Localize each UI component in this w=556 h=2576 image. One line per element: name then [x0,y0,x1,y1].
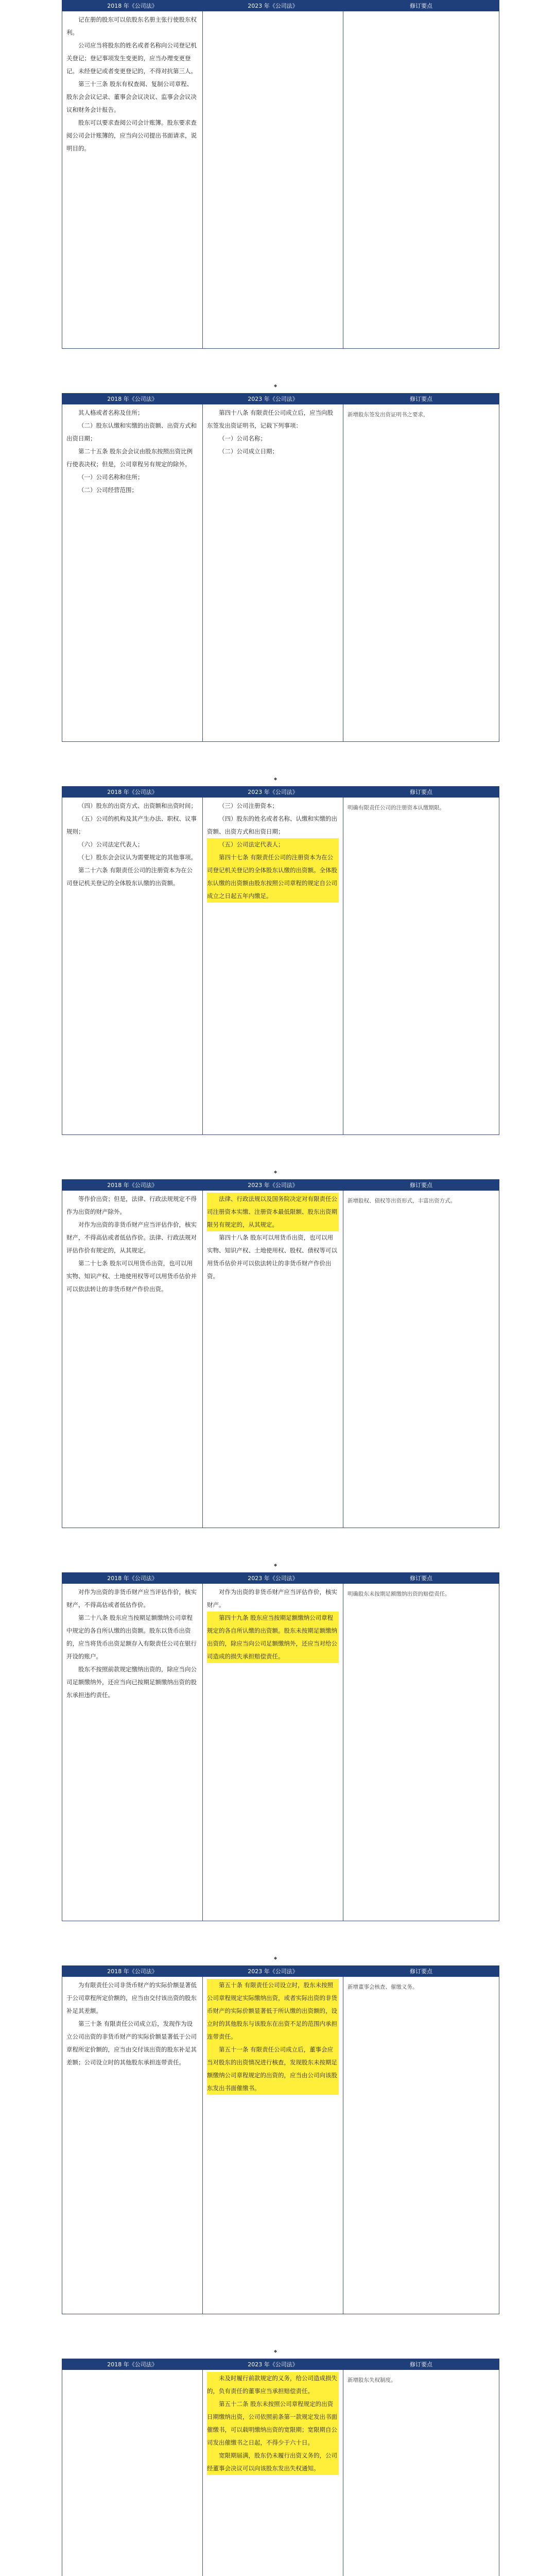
paragraph: 其人格或者名称及住所； [78,409,144,416]
paragraph: 股东不按照前款规定缴纳出资的，除应当向公司足额缴纳外，还应当向已按期足额缴纳出资的股东承担违约责任。 [66,1666,197,1699]
cell-2018-text [62,2370,203,2576]
header-col-2018: 2018 年《公司法》 [62,1966,203,1977]
paragraph: （二）公司经营范围； [78,486,137,494]
paragraph: 第三十条 有限责任公司成立后，发现作为设立公司出资的非货币财产的实际价额显著低于公司章程所定价额的，应当由交付该出资的股东补足其差额；公司设立时的其他股东承担连带责任。 [66,2020,197,2066]
table-row [62,404,499,742]
paragraph: 对作为出资的非货币财产应当评估作价，核实财产，不得高估或者低估作价。 [66,1588,197,1608]
cell-revision-note: 明确有限责任公司的注册资本认缴期限。 [343,798,499,1135]
comparison-table-sheet [62,786,494,1167]
comparison-table [62,1965,499,2314]
header-col-notes: 修订要点 [343,787,499,798]
table-row [62,11,499,349]
paragraph: 第四十九条 股东应当按期足额缴纳公司章程规定的各自所认缴的出资额。股东未按期足额缴纳出资的，除应当向公司足额缴纳外，还应当对给公司造成的损失承担赔偿责任。 [207,1612,339,1663]
page-separator-icon: ◆ [274,383,277,388]
paragraph: 股东可以要求查阅公司会计账簿。股东要求查阅公司会计账簿的，应当向公司提出书面请求，说明目的。 [66,119,197,152]
header-col-notes: 修订要点 [343,1966,499,1977]
comparison-table-sheet [62,393,494,774]
document-page [0,786,556,1178]
paragraph: 第四十八条 股东可以用货币出资，也可以用实物、知识产权、土地使用权、股权、债权等可以用货币估价并可以依法转让的非货币财产作价出资。 [207,1234,337,1280]
comparison-table [62,2359,499,2576]
document-page [0,0,556,392]
cell-2023-text [203,404,343,742]
comparison-table-sheet [62,1179,494,1561]
cell-2023-text [203,11,343,349]
paragraph: 第三十三条 股东有权查阅、复制公司章程、股东会会议记录、董事会会议决议、监事会会议决议和财务会计报告。 [66,80,197,113]
paragraph: （六）公司法定代表人； [78,841,144,848]
paragraph: 第二十八条 股东应当按期足额缴纳公司章程中规定的各自所认缴的出资额。股东以货币出资的，应当将货币出资足额存入有限责任公司在银行开设的账户。 [66,1614,197,1660]
page-separator-icon: ◆ [274,2349,277,2353]
paragraph: （一）公司名称； [219,435,266,442]
paragraph: 第二十七条 股东可以用货币出资，也可以用实物、知识产权、土地使用权等可以用货币估价并可以依法转让的非货币财产作价出资。 [66,1260,197,1293]
paragraph: 为有限责任公司非货币财产的实际价额显著低于公司章程所定价额的，应当由交付该出资的股东补足其差额。 [66,1981,197,2014]
paragraph: （二）股东认缴和实缴的出资额、出资方式和出资日期； [66,422,197,442]
cell-2023-text [203,798,343,1135]
paragraph: （一）公司名称和住所； [78,473,144,481]
cell-2018-text [62,1584,203,1921]
table-row [62,1191,499,1528]
paragraph: 第二十五条 股东会会议由股东按照出资比例行使表决权；但是，公司章程另有规定的除外。 [66,448,193,468]
paragraph: （二）公司成立日期； [219,448,278,455]
cell-2018-text [62,1191,203,1528]
cell-2023-text [203,1191,343,1528]
comparison-table-sheet [62,1572,494,1954]
document-page [0,2359,556,2576]
paragraph: （四）股东的出资方式、出资额和出资时间； [78,802,197,809]
paragraph: 第五十条 有限责任公司设立时，股东未按照公司章程规定实际缴纳出资，或者实际出资的非货币财产的实际价额显著低于所认缴的出资额的，设立时的其他股东与该股东在出资不足的范围内承担连带责任。 [207,1979,339,2043]
paragraph: 法律、行政法规以及国务院决定对有限责任公司注册资本实缴、注册资本最低限额、股东出资期限另有规定的，从其规定。 [207,1193,339,1231]
paragraph: 第二十六条 有限责任公司的注册资本为在公司登记机关登记的全体股东认缴的出资额。 [66,867,193,887]
comparison-table [62,1572,499,1921]
paragraph: 第五十二条 股东未按照公司章程规定的出资日期缴纳出资，公司依照前条第一款规定发出书面催缴书，可以载明缴纳出资的宽限期；宽限期自公司发出催缴书之日起，不得少于六十日。 [207,2398,339,2449]
cell-revision-note: 新增股权、债权等出资形式，丰富出资方式。 [343,1191,499,1528]
document-page [0,393,556,785]
table-row [62,2370,499,2576]
header-col-notes: 修订要点 [343,1180,499,1191]
page-separator-icon: ◆ [274,1956,277,1960]
paragraph: 第四十七条 有限责任公司的注册资本为在公司登记机关登记的全体股东认缴的出资额。全体股东认缴的出资额由股东按照公司章程的规定自公司成立之日起五年内缴足。 [207,851,339,903]
header-col-2018: 2018 年《公司法》 [62,1180,203,1191]
header-col-2018: 2018 年《公司法》 [62,1573,203,1584]
paragraph: 记在册的股东可以依股东名册主张行使股东权利。 [66,16,197,36]
header-col-notes: 修订要点 [343,1,499,11]
paragraph: （五）公司法定代表人； [207,838,339,851]
cell-2023-text [203,1977,343,2314]
paragraph: （七）股东会会议认为需要规定的其他事项。 [78,854,197,861]
paragraph: （四）股东的姓名或者名称、认缴和实缴的出资额、出资方式和出资日期； [207,815,337,835]
paragraph: （五）公司的机构及其产生办法、职权、议事规则； [66,815,197,835]
comparison-table-sheet [62,2359,494,2576]
paragraph: 未及时履行前款规定的义务，给公司造成损失的，负有责任的董事应当承担赔偿责任。 [207,2372,339,2398]
header-col-2023: 2023 年《公司法》 [203,1,343,11]
paragraph: 对作为出资的非货币财产应当评估作价，核实财产，不得高估或者低估作价。法律、行政法规对评估作价有规定的，从其规定。 [66,1221,197,1254]
cell-revision-note: 新增董事会核查、催缴义务。 [343,1977,499,2314]
paragraph: 第五十一条 有限责任公司成立后，董事会应当对股东的出资情况进行核查，发现股东未按期足额缴纳公司章程规定的出资的，应当由公司向该股东发出书面催缴书。 [207,2043,339,2095]
header-col-2023: 2023 年《公司法》 [203,1180,343,1191]
header-col-notes: 修订要点 [343,394,499,404]
cell-revision-note: 新增股东签发出资证明书之要求， [343,404,499,742]
header-col-notes: 修订要点 [343,2359,499,2370]
header-col-2018: 2018 年《公司法》 [62,2359,203,2370]
page-separator-icon: ◆ [274,1170,277,1174]
page-separator-icon: ◆ [274,776,277,781]
cell-2018-text [62,798,203,1135]
page-separator-icon: ◆ [274,1563,277,1567]
table-row [62,1584,499,1921]
cell-revision-note: 新增股东失权制度。 [343,2370,499,2576]
cell-2023-text [203,1584,343,1921]
document-page [0,1965,556,2357]
comparison-table [62,0,499,349]
header-col-2023: 2023 年《公司法》 [203,1573,343,1584]
table-row [62,798,499,1135]
header-col-2023: 2023 年《公司法》 [203,2359,343,2370]
table-row [62,1977,499,2314]
header-col-2018: 2018 年《公司法》 [62,394,203,404]
paragraph: 等作价出资；但是，法律、行政法规规定不得作为出资的财产除外。 [66,1195,197,1215]
cell-revision-note: 明确股东未按期足额缴纳出资的赔偿责任。 [343,1584,499,1921]
cell-2018-text [62,404,203,742]
comparison-table [62,786,499,1135]
header-col-2018: 2018 年《公司法》 [62,787,203,798]
header-col-2023: 2023 年《公司法》 [203,787,343,798]
paragraph: 第四十八条 有限责任公司成立后，应当向股东签发出资证明书，记载下列事项： [207,409,334,429]
paragraph: 对作为出资的非货币财产应当评估作价，核实财产。 [207,1588,337,1608]
comparison-table [62,1179,499,1528]
paragraph: 宽限期届满，股东仍未履行出资义务的，公司经董事会决议可以向该股东发出失权通知。 [207,2449,339,2475]
document-page [0,1179,556,1571]
header-col-notes: 修订要点 [343,1573,499,1584]
header-col-2018: 2018 年《公司法》 [62,1,203,11]
cell-2023-text [203,2370,343,2576]
comparison-table-sheet [62,1965,494,2347]
cell-2018-text [62,1977,203,2314]
cell-2018-text [62,11,203,349]
comparison-table-sheet [62,0,494,381]
comparison-table [62,393,499,742]
header-col-2023: 2023 年《公司法》 [203,394,343,404]
paragraph: 公司应当将股东的姓名或者名称向公司登记机关登记；登记事项发生变更的，应当办理变更登记。未经登记或者变更登记的，不得对抗第三人。 [66,42,197,75]
document-page [0,1572,556,1964]
cell-revision-note [343,11,499,349]
header-col-2023: 2023 年《公司法》 [203,1966,343,1977]
paragraph: （三）公司注册资本； [219,802,278,809]
